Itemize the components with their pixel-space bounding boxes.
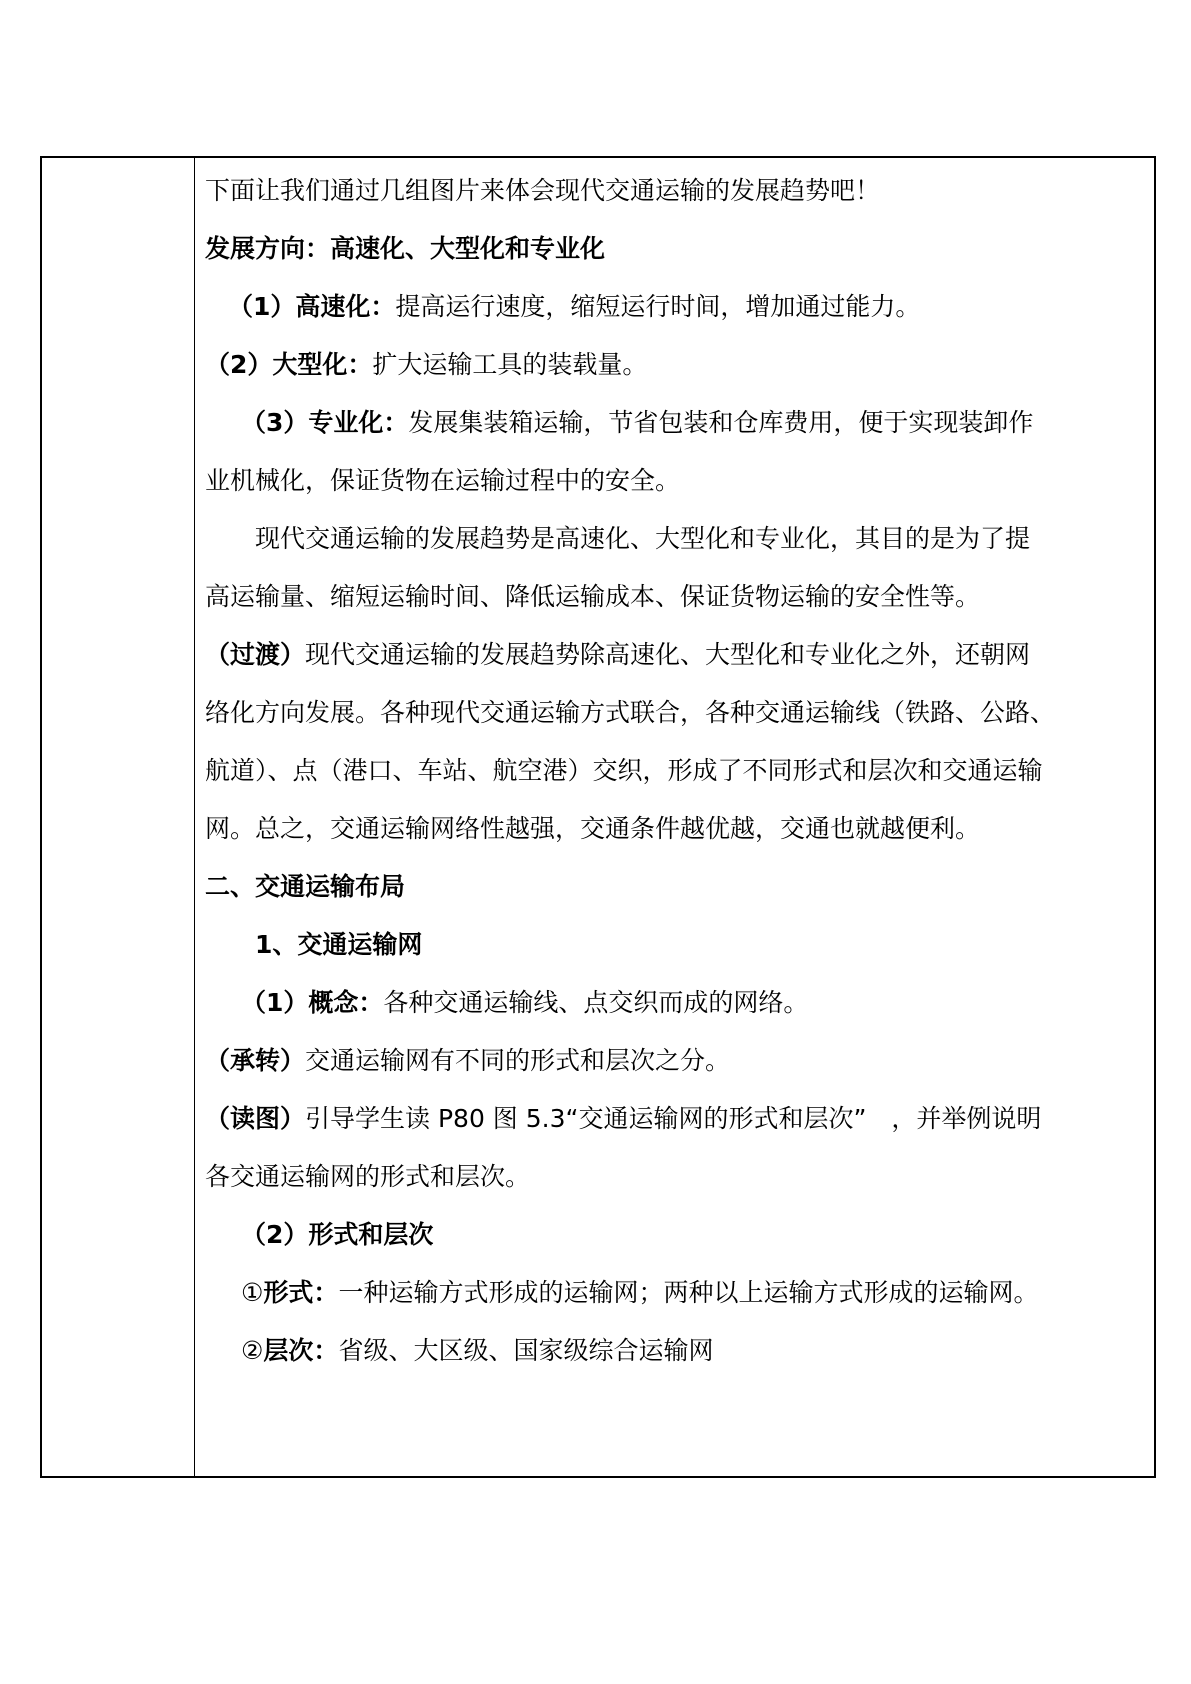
lesson-table <box>40 156 1156 1478</box>
text-line <box>205 1104 1041 1134</box>
text-line <box>205 1162 530 1192</box>
text-run: 高运输量、缩短运输时间、降低运输成本、保证货物运输的安全性等。 <box>205 582 981 611</box>
text-run: 业机械化，保证货物在运输过程中的安全。 <box>205 466 681 495</box>
text-line <box>241 1278 1038 1308</box>
text-line <box>241 988 808 1018</box>
text-line <box>205 872 405 902</box>
bold-text: （承转） <box>205 1046 306 1075</box>
text-run: 扩大运输工具的装载量。 <box>372 350 648 379</box>
bold-text: 发展方向：高速化、大型化和专业化 <box>205 234 606 263</box>
text-run: 省级、大区级、国家级综合运输网 <box>338 1336 714 1365</box>
text-line <box>205 466 680 496</box>
text-run: 各交通运输网的形式和层次。 <box>205 1162 531 1191</box>
bold-text: 二、交通运输布局 <box>205 872 406 901</box>
text-line <box>241 1220 433 1250</box>
text-run: 交通运输网有不同的形式和层次之分。 <box>305 1046 731 1075</box>
text-line <box>205 176 880 206</box>
bold-text: 层次： <box>263 1336 339 1365</box>
text-run: 各种交通运输线、点交织而成的网络。 <box>383 988 809 1017</box>
text-run: ① <box>241 1278 264 1307</box>
text-run: 一种运输方式形成的运输网；两种以上运输方式形成的运输网。 <box>338 1278 1039 1307</box>
bold-text: 1、交通运输网 <box>255 930 423 959</box>
text-line <box>205 640 1030 670</box>
bold-text: （读图） <box>205 1104 306 1133</box>
text-line <box>205 814 980 844</box>
text-line <box>205 698 1055 728</box>
text-run: 提高运行速度，缩短运行时间，增加通过能力。 <box>395 292 921 321</box>
text-run: 引导学生读 P80 图 5.3“交通运输网的形式和层次” ，并举例说明 <box>305 1104 1042 1133</box>
text-line <box>205 234 605 264</box>
bold-text: （过渡） <box>205 640 306 669</box>
text-run: 现代交通运输的发展趋势除高速化、大型化和专业化之外，还朝网 <box>305 640 1031 669</box>
text-run: 络化方向发展。各种现代交通运输方式联合，各种交通运输线（铁路、公路、 <box>205 698 1056 727</box>
bold-text: （1）高速化： <box>228 292 396 321</box>
text-line <box>255 930 422 960</box>
text-line <box>228 292 920 322</box>
text-line <box>205 1046 730 1076</box>
bold-text: 形式： <box>263 1278 339 1307</box>
text-run: 航道）、点（港口、车站、航空港）交织，形成了不同形式和层次和交通运输 <box>205 756 1043 785</box>
text-line <box>205 756 1043 786</box>
text-run: 发展集装箱运输，节省包装和仓库费用，便于实现装卸作 <box>408 408 1034 437</box>
bold-text: （1）概念： <box>241 988 384 1017</box>
text-line <box>255 524 1030 554</box>
text-line <box>205 582 980 612</box>
text-line <box>241 408 1033 438</box>
bold-text: （2）形式和层次 <box>241 1220 434 1249</box>
bold-text: （2）大型化： <box>205 350 373 379</box>
text-line <box>241 1336 713 1366</box>
text-run: ② <box>241 1336 264 1365</box>
text-run: 网。总之，交通运输网络性越强，交通条件越优越，交通也就越便利。 <box>205 814 981 843</box>
text-run: 现代交通运输的发展趋势是高速化、大型化和专业化，其目的是为了提 <box>255 524 1031 553</box>
content-cell <box>195 158 1154 1476</box>
text-run: 下面让我们通过几组图片来体会现代交通运输的发展趋势吧！ <box>205 176 881 205</box>
text-line <box>205 350 647 380</box>
left-column-cell <box>42 158 195 1476</box>
bold-text: （3）专业化： <box>241 408 409 437</box>
